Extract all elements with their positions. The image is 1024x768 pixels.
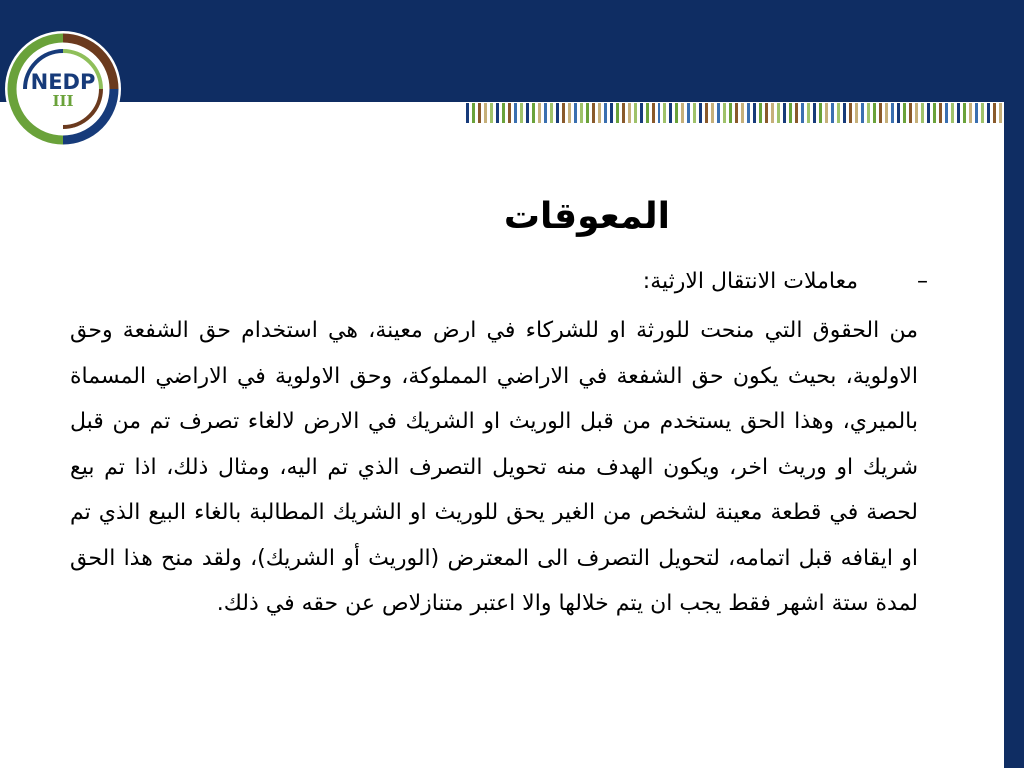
stripe: [729, 103, 732, 123]
stripe: [574, 103, 577, 123]
stripe: [598, 103, 601, 123]
stripe: [693, 103, 696, 123]
stripe: [687, 103, 690, 123]
stripe: [969, 103, 972, 123]
stripe: [472, 103, 475, 123]
stripe: [927, 103, 930, 123]
stripe: [831, 103, 834, 123]
stripe: [658, 103, 661, 123]
stripe: [520, 103, 523, 123]
stripe: [825, 103, 828, 123]
stripe: [873, 103, 876, 123]
stripe: [915, 103, 918, 123]
stripe: [478, 103, 481, 123]
logo-numeral: III: [52, 92, 74, 110]
stripe: [586, 103, 589, 123]
stripe: [993, 103, 996, 123]
header-band: [0, 0, 1024, 102]
bullet-subheading-row: [400, 264, 928, 298]
stripe: [741, 103, 744, 123]
stripe: [592, 103, 595, 123]
stripe: [556, 103, 559, 123]
stripe: [484, 103, 487, 123]
stripe: [891, 103, 894, 123]
stripe: [711, 103, 714, 123]
stripe: [819, 103, 822, 123]
stripe: [652, 103, 655, 123]
body-paragraph: من الحقوق التي منحت للورثة او للشركاء في ارض معينة، هي استخدام حق الشفعة وحق الاولوية، بحيث يكون حق الشفعة في الاراضي المملوكة، وحق الاولوية في الاراضي المسماة بالميري، وهذا الحق يستخدم من قبل الوريث او الشريك في الارض لالغاء تصرف تم من قبل شريك او وريث اخر، ويكون الهدف منه تحويل التصرف الذي تم اليه، ومثال ذلك، اذا تم بيع لحصة في قطعة معينة لشخص من الغير يحق للوريث او الشريك المطالبة بالغاء البيع الذي تم او ايقافه قبل اتمامه، لتحويل التصرف الى المعترض (الوريث أو الشريك)، ولقد منح هذا الحق لمدة ستة اشهر فقط يجب ان يتم خلالها والا اعتبر متنازلاص عن حقه في ذلك.: [70, 318, 918, 616]
stripe: [562, 103, 565, 123]
stripe: [699, 103, 702, 123]
right-edge-band: [1004, 0, 1024, 768]
stripe: [496, 103, 499, 123]
stripe: [622, 103, 625, 123]
stripe: [963, 103, 966, 123]
logo-wordmark: NEDP: [30, 70, 96, 94]
stripe: [945, 103, 948, 123]
stripe: [532, 103, 535, 123]
stripe: [550, 103, 553, 123]
stripe: [783, 103, 786, 123]
stripe: [568, 103, 571, 123]
stripe: [813, 103, 816, 123]
stripe: [975, 103, 978, 123]
stripe: [933, 103, 936, 123]
stripe: [765, 103, 768, 123]
stripe: [616, 103, 619, 123]
logo: [4, 30, 122, 148]
stripe: [885, 103, 888, 123]
stripe: [717, 103, 720, 123]
stripe: [538, 103, 541, 123]
stripe: [855, 103, 858, 123]
stripe: [544, 103, 547, 123]
stripe: [490, 103, 493, 123]
stripe: [981, 103, 984, 123]
decorative-stripe-bar: [466, 103, 1004, 123]
stripe: [675, 103, 678, 123]
stripe: [723, 103, 726, 123]
stripe: [921, 103, 924, 123]
stripe: [897, 103, 900, 123]
stripe: [634, 103, 637, 123]
stripe: [526, 103, 529, 123]
stripe: [735, 103, 738, 123]
stripe: [807, 103, 810, 123]
stripe: [999, 103, 1002, 123]
bullet-dash: –: [917, 268, 928, 294]
stripe: [669, 103, 672, 123]
stripe: [771, 103, 774, 123]
stripe: [705, 103, 708, 123]
stripe: [861, 103, 864, 123]
stripe: [909, 103, 912, 123]
stripe: [951, 103, 954, 123]
slide-title: المعوقات: [503, 196, 670, 237]
stripe: [466, 103, 469, 123]
stripe: [663, 103, 666, 123]
stripe: [843, 103, 846, 123]
stripe: [646, 103, 649, 123]
stripe: [867, 103, 870, 123]
stripe: [508, 103, 511, 123]
stripe: [849, 103, 852, 123]
stripe: [640, 103, 643, 123]
stripe: [628, 103, 631, 123]
stripe: [837, 103, 840, 123]
stripe: [610, 103, 613, 123]
stripe: [580, 103, 583, 123]
stripe: [681, 103, 684, 123]
stripe: [759, 103, 762, 123]
stripe: [604, 103, 607, 123]
stripe: [789, 103, 792, 123]
stripe: [987, 103, 990, 123]
stripe: [502, 103, 505, 123]
stripe: [753, 103, 756, 123]
stripe: [514, 103, 517, 123]
stripe: [903, 103, 906, 123]
stripe: [957, 103, 960, 123]
stripe: [747, 103, 750, 123]
stripe: [777, 103, 780, 123]
stripe: [939, 103, 942, 123]
stripe: [801, 103, 804, 123]
stripe: [879, 103, 882, 123]
subheading: معاملات الانتقال الارثية:: [642, 268, 858, 294]
stripe: [795, 103, 798, 123]
